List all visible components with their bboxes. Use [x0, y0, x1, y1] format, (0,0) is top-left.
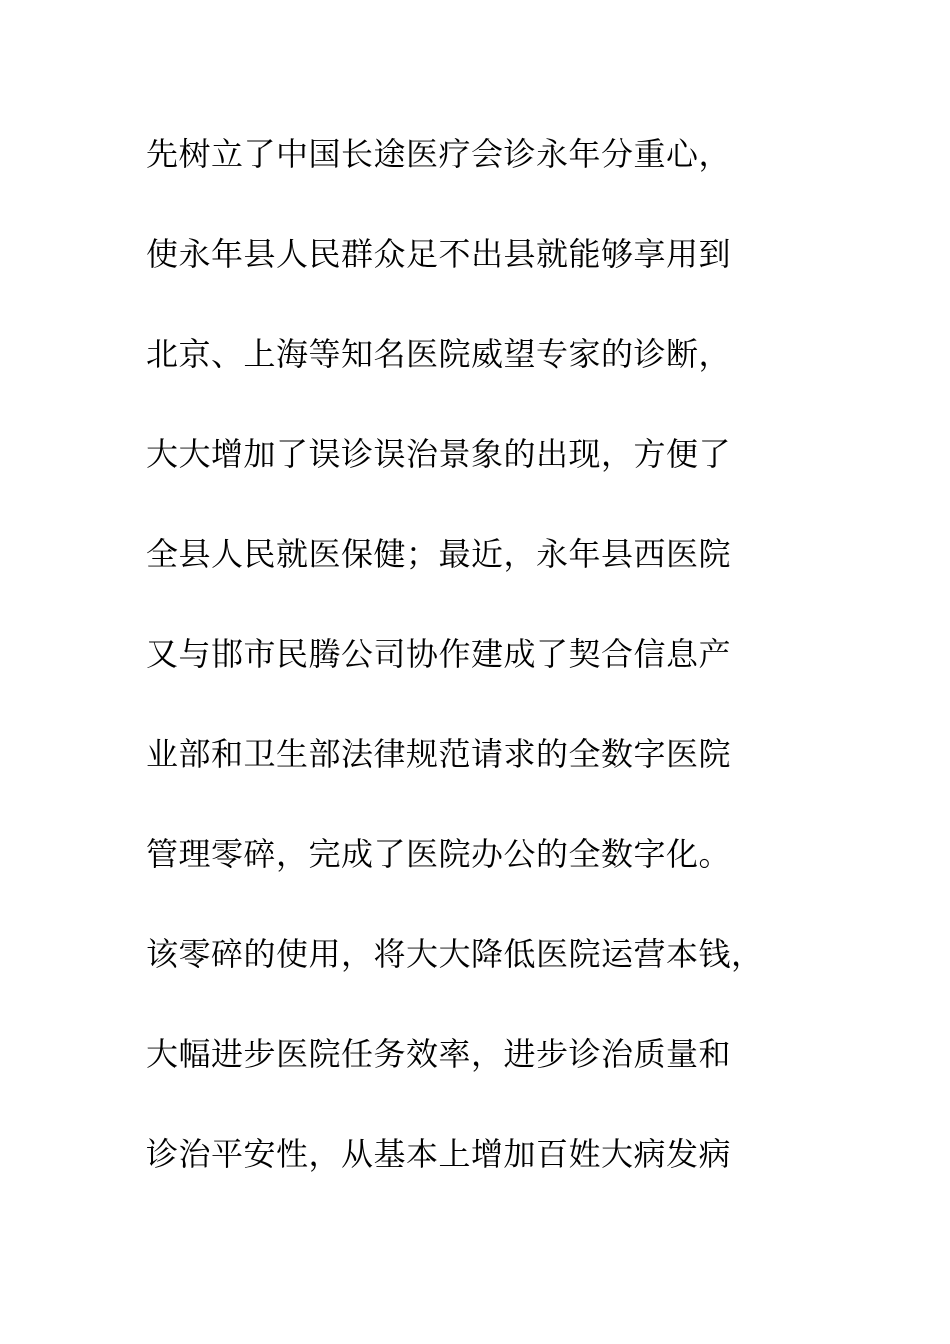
text-line-7: 业部和卫生部法律规范请求的全数字医院 [146, 735, 732, 773]
text-line-6: 又与邯市民腾公司协作建成了契合信息产 [146, 635, 732, 673]
text-line-11: 诊治平安性，从基本上增加百姓大病发病 [146, 1135, 732, 1173]
text-line-2: 使永年县人民群众足不出县就能够享用到 [146, 235, 732, 273]
text-line-5: 全县人民就医保健；最近，永年县西医院 [146, 535, 732, 573]
text-line-8: 管理零碎，完成了医院办公的全数字化。 [146, 835, 732, 873]
text-line-1: 先树立了中国长途医疗会诊永年分重心， [146, 135, 732, 173]
text-line-9: 该零碎的使用，将大大降低医院运营本钱， [146, 935, 764, 973]
body-text [146, 126, 826, 1226]
text-line-4: 大大增加了误诊误治景象的出现，方便了 [146, 435, 732, 473]
text-line-10: 大幅进步医院任务效率，进步诊治质量和 [146, 1035, 732, 1073]
text-line-3: 北京、上海等知名医院威望专家的诊断， [146, 335, 732, 373]
